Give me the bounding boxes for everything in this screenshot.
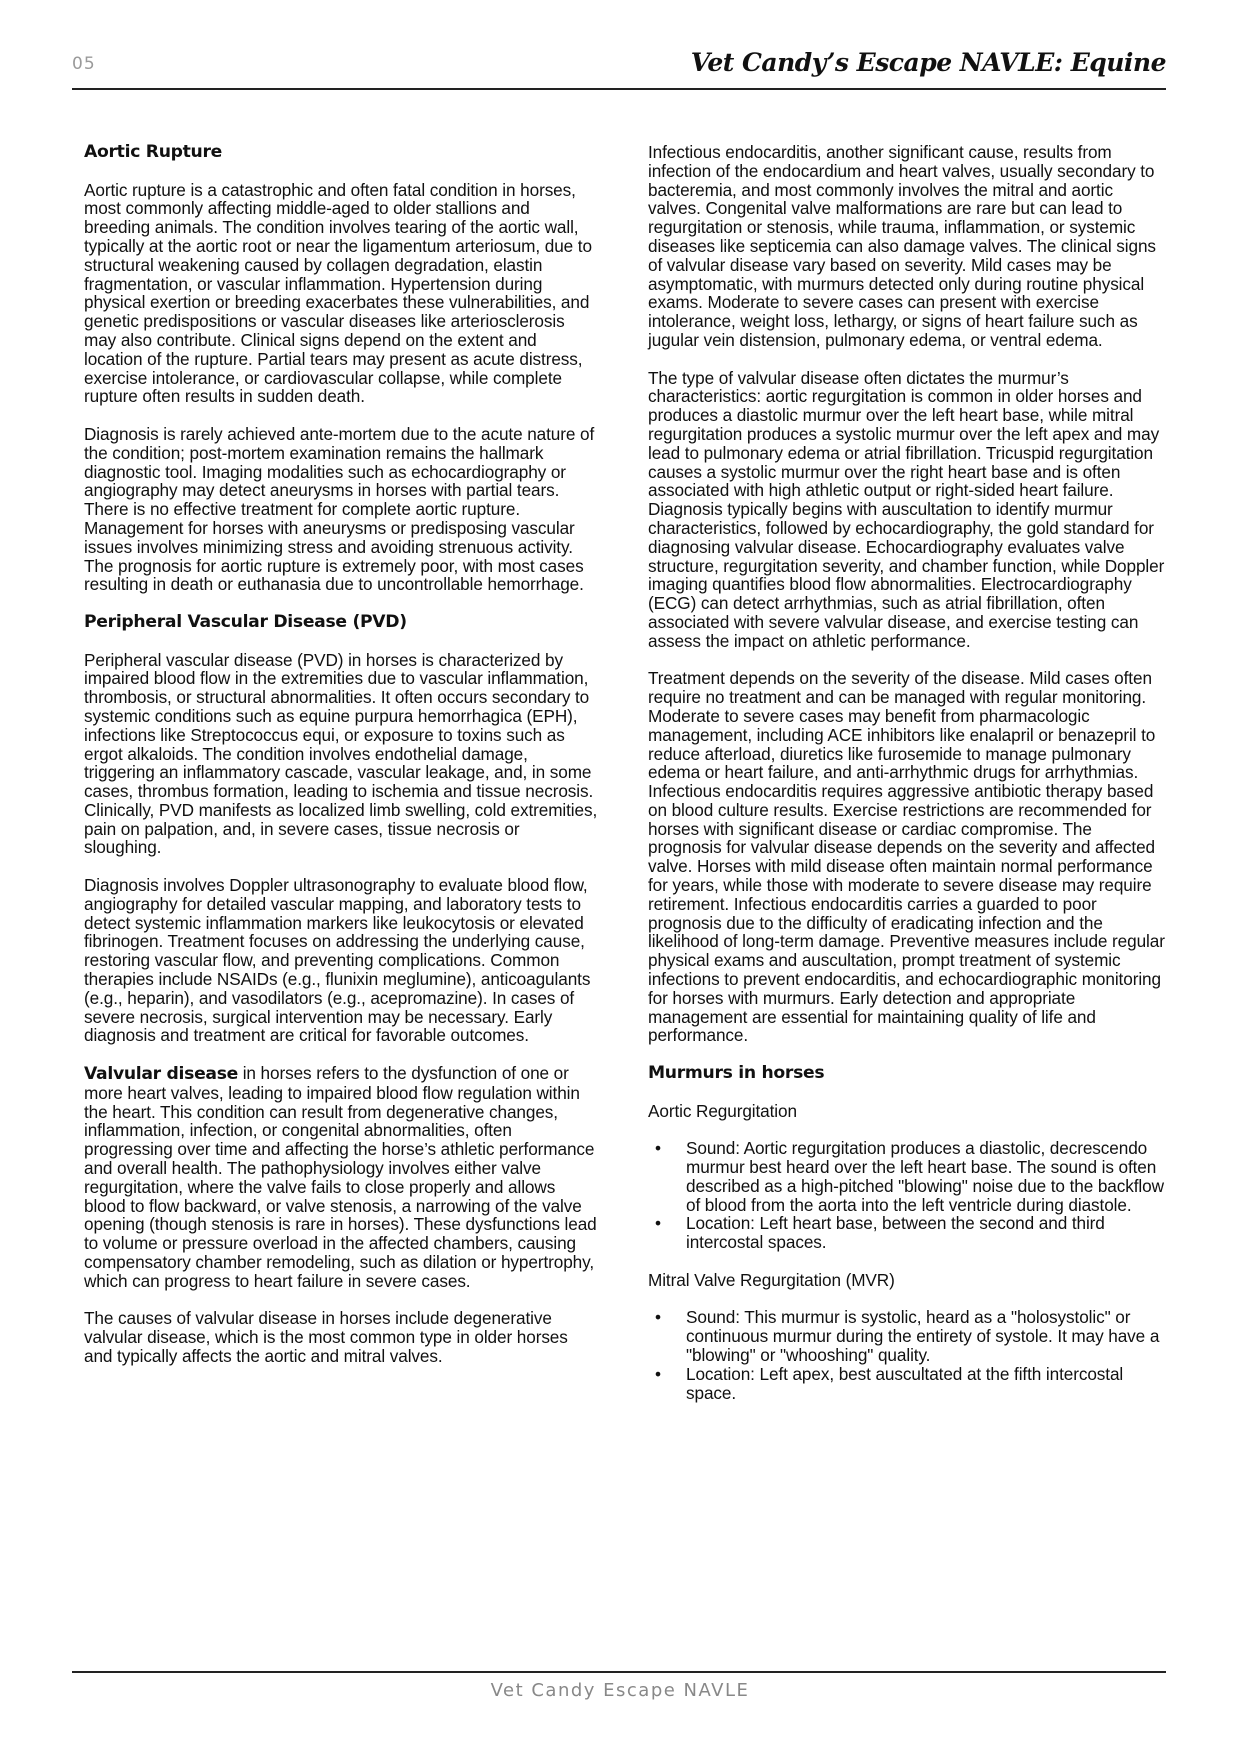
- section-heading-pvd: Peripheral Vascular Disease (PVD): [84, 611, 407, 632]
- bullet-icon: •: [655, 1307, 661, 1328]
- right-column: [648, 143, 1170, 1421]
- valvular-disease-paragraph-1-text: in horses refers to the dysfunction of one or more heart valves, leading to impaired blood flow regulation within the heart. This condition can result from degenerative changes, inflammation, infection, or congenital abnormalities, often progressing over time and affecting the horse’s athletic performance and overall health. The pathophysiology involves either valve regurgitation, where the valve fails to close properly and allows blood to flow backward, or valve stenosis, a narrowing of the valve opening (though stenosis is rare in horses). These dysfunctions lead to volume or pressure overload in the affected chambers, causing compensatory chamber remodeling, such as dilation or hypertrophy, which can progress to heart failure in severe cases.: [84, 1063, 597, 1291]
- header-divider: [72, 88, 1166, 90]
- valvular-disease-paragraph-2: The causes of valvular disease in horses include degenerative valvular disease, which is the most common type in older horses and typically affects the aortic and mitral valves.: [84, 1308, 568, 1366]
- bullet-icon: •: [655, 1138, 661, 1159]
- document-title: Vet Candy’s Escape NAVLE: Equine: [690, 48, 1166, 77]
- list-item: [648, 1308, 1170, 1364]
- aortic-rupture-paragraph-2: Diagnosis is rarely achieved ante-mortem due to the acute nature of the condition; post-mortem examination remains the hallmark diagnostic tool. Imaging modalities such as echocardiography or angiography may detect aneurysms in horses with partial tears. There is no effective treatment for complete aortic rupture. Management for horses with aneurysms or predisposing vascular issues involves minimizing stress and avoiding strenuous activity. The prognosis for aortic rupture is extremely poor, with most cases resulting in death or euthanasia due to uncontrollable hemorrhage.: [84, 423, 595, 595]
- valvular-disease-lead-term: Valvular disease: [84, 1064, 239, 1085]
- section-heading-murmurs: Murmurs in horses: [648, 1063, 825, 1084]
- pvd-paragraph-2: Diagnosis involves Doppler ultrasonography to evaluate blood flow, angiography for detailed vascular mapping, and laboratory tests to detect systemic inflammation markers like leukocytosis or elevated fibrinogen. Treatment focuses on addressing the underlying cause, restoring vascular flow, and preventing complications. Common therapies include NSAIDs (e.g., flunixin meglumine), anticoagulants (e.g., heparin), and vasodilators (e.g., acepromazine). In cases of severe necrosis, surgical intervention may be necessary. Early diagnosis and treatment are critical for favorable outcomes.: [84, 875, 591, 1046]
- pvd-paragraph-1: Peripheral vascular disease (PVD) in horses is characterized by impaired blood flow in the extremities due to vascular inflammation, thrombosis, or structural abnormalities. It often occurs secondary to systemic conditions such as equine purpura hemorrhagica (EPH), infections like Streptococcus equi, or exposure to toxins such as ergot alkaloids. The condition involves endothelial damage, triggering an inflammatory cascade, vascular leakage, and, in some cases, thrombus formation, leading to ischemia and tissue necrosis. Clinically, PVD manifests as localized limb swelling, cold extremities, pain on palpation, and, in severe cases, tissue necrosis or sloughing.: [84, 649, 598, 858]
- list-item-text: Location: Left apex, best auscultated at the fifth intercostal space.: [686, 1363, 1124, 1403]
- treatment-paragraph: Treatment depends on the severity of the disease. Mild cases often require no treatment and can be managed with regular monitoring. Moderate to severe cases may benefit from pharmacologic management, including ACE inhibitors like enalapril or benazepril to reduce afterload, diuretics like furosemide to manage pulmonary edema or heart failure, and anti-arrhythmic drugs for arrhythmias. Infectious endocarditis requires aggressive antibiotic therapy based on blood culture results. Exercise restrictions are recommended for horses with significant disease or cardiac compromise. The prognosis for valvular disease depends on the severity and affected valve. Horses with mild disease often maintain normal performance for years, while those with moderate to severe disease may require retirement. Infectious endocarditis carries a guarded to poor prognosis due to the difficulty of eradicating infection and the likelihood of long-term damage. Preventive measures include regular physical exams and auscultation, prompt treatment of systemic infections to prevent endocarditis, and echocardiographic monitoring for horses with murmurs. Early detection and appropriate management are essential for maintaining quality of life and performance.: [648, 668, 1165, 1046]
- aortic-rupture-paragraph-1: Aortic rupture is a catastrophic and often fatal condition in horses, most commonly affecting middle-aged to older stallions and breeding animals. The condition involves tearing of the aortic wall, typically at the aortic root or near the ligamentum arteriosum, due to structural weakening caused by collagen degradation, elastin fragmentation, or vascular inflammation. Hypertension during physical exertion or breeding exacerbates these vulnerabilities, and genetic predispositions or vascular diseases like arteriosclerosis may also contribute. Clinical signs depend on the extent and location of the rupture. Partial tears may present as acute distress, exercise intolerance, or cardiovascular collapse, while complete rupture often results in sudden death.: [84, 179, 592, 407]
- footer-divider: [72, 1671, 1166, 1673]
- bullet-icon: •: [655, 1213, 661, 1234]
- footer-text: Vet Candy Escape NAVLE: [490, 1680, 750, 1701]
- list-item: [648, 1365, 1170, 1403]
- aortic-regurgitation-list: [648, 1139, 1170, 1252]
- list-item-text: Location: Left heart base, between the second and third intercostal spaces.: [686, 1213, 1105, 1253]
- list-item-text: Sound: This murmur is systolic, heard as a "holosystolic" or continuous murmur during the entirety of systole. It may have a "blowing" or "whooshing" quality.: [686, 1307, 1160, 1365]
- list-item: [648, 1139, 1170, 1214]
- page-number: 05: [72, 54, 96, 74]
- subheading-mitral-regurgitation: Mitral Valve Regurgitation (MVR): [648, 1269, 895, 1290]
- valvular-disease-paragraph-1: [84, 1064, 599, 1291]
- bullet-icon: •: [655, 1363, 661, 1384]
- left-column: [84, 143, 599, 1385]
- endocarditis-paragraph: Infectious endocarditis, another significant cause, results from infection of the endocardium and heart valves, usually secondary to bacteremia, and most commonly involves the mitral and aortic valves. Congenital valve malformations are rare but can lead to regurgitation or stenosis, while trauma, inflammation, or systemic diseases like septicemia can also damage valves. The clinical signs of valvular disease vary based on severity. Mild cases may be asymptomatic, with murmurs detected only during routine physical exams. Moderate to severe cases can present with exercise intolerance, weight loss, lethargy, or signs of heart failure such as jugular vein distension, pulmonary edema, or ventral edema.: [648, 142, 1156, 350]
- subheading-aortic-regurgitation: Aortic Regurgitation: [648, 1100, 797, 1121]
- list-item-text: Sound: Aortic regurgitation produces a diastolic, decrescendo murmur best heard over the left heart base. The sound is often described as a high-pitched "blowing" noise due to the backflow of blood from the aorta into the left ventricle during diastole.: [686, 1138, 1164, 1215]
- list-item: [648, 1214, 1170, 1252]
- section-heading-aortic-rupture: Aortic Rupture: [84, 142, 223, 162]
- murmur-characteristics-paragraph: The type of valvular disease often dictates the murmur’s characteristics: aortic regurgitation is common in older horses and produces a diastolic murmur over the left heart base, while mitral regurgitation produces a systolic murmur over the left apex and may lead to pulmonary edema or atrial fibrillation. Tricuspid regurgitation causes a systolic murmur over the right heart base and is often associated with high athletic output or right-sided heart failure. Diagnosis typically begins with auscultation to identify murmur characteristics, followed by echocardiography, the gold standard for diagnosing valvular disease. Echocardiography evaluates valve structure, regurgitation severity, and chamber function, while Doppler imaging quantifies blood flow abnormalities. Electrocardiography (ECG) can detect arrhythmias, such as atrial fibrillation, often associated with severe valvular disease, and exercise testing can assess the impact on athletic performance.: [648, 367, 1165, 651]
- mitral-regurgitation-list: [648, 1308, 1170, 1402]
